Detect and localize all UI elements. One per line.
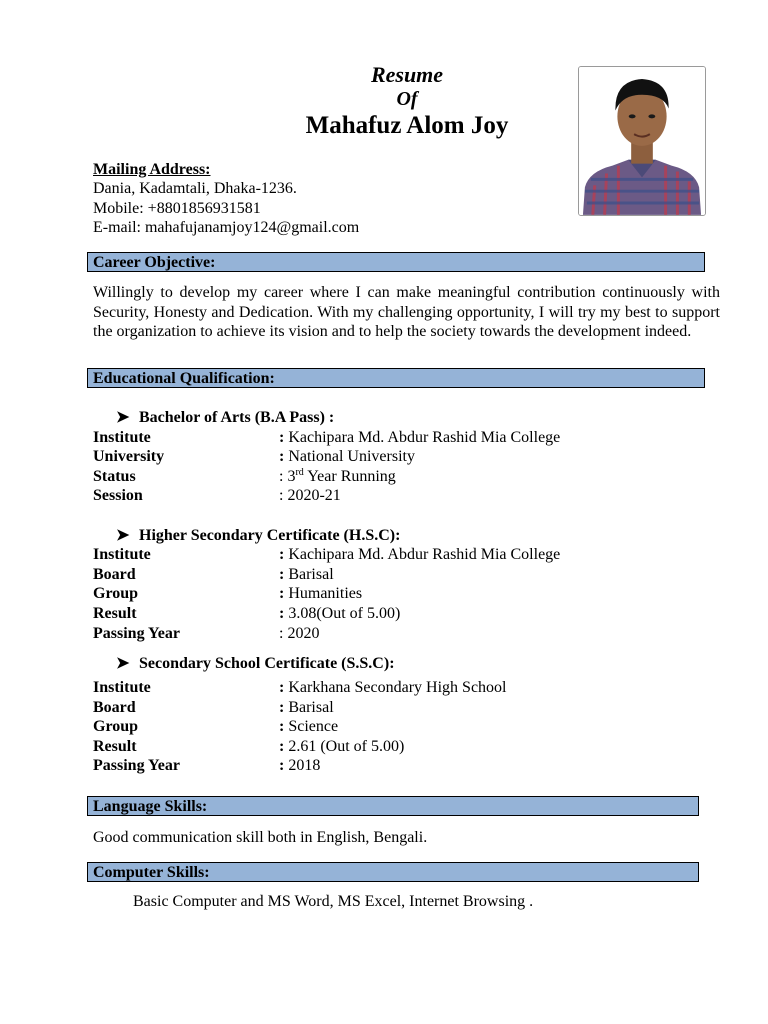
hsc-institute-value: : Kachipara Md. Abdur Rashid Mia College <box>279 546 561 563</box>
ssc-passing-year-value: : 2018 <box>279 757 321 774</box>
career-objective-bar <box>87 252 705 272</box>
hsc-institute-label: Institute <box>93 546 151 563</box>
profile-photo <box>578 66 706 216</box>
ba-session-label: Session <box>93 487 143 504</box>
hsc-board-label: Board <box>93 566 136 583</box>
hsc-heading <box>116 526 400 545</box>
language-skills-heading: Language Skills: <box>93 798 208 815</box>
language-skills-text: Good communication skill both in English, Bengali. <box>93 829 428 846</box>
ba-heading <box>116 408 334 427</box>
ssc-institute-value: : Karkhana Secondary High School <box>279 679 507 696</box>
arrow-bullet-icon: ➤ <box>116 527 130 544</box>
arrow-bullet-icon: ➤ <box>116 655 130 672</box>
ba-university-value: : National University <box>279 448 415 465</box>
education-bar <box>87 368 705 388</box>
hsc-group-value: : Humanities <box>279 585 363 602</box>
hsc-title: Higher Secondary Certificate (H.S.C): <box>139 527 401 544</box>
mobile-line: Mobile: +8801856931581 <box>93 200 261 217</box>
ssc-passing-year-label: Passing Year <box>93 757 180 774</box>
ba-institute-value: : Kachipara Md. Abdur Rashid Mia College <box>279 429 561 446</box>
ba-status-label: Status <box>93 468 136 485</box>
ssc-title: Secondary School Certificate (S.S.C): <box>139 655 395 672</box>
computer-skills-heading: Computer Skills: <box>93 864 210 881</box>
ssc-heading <box>116 654 395 673</box>
computer-skills-text: Basic Computer and MS Word, MS Excel, Internet Browsing . <box>133 893 534 910</box>
ssc-group-label: Group <box>93 718 139 735</box>
hsc-passing-year-value: : 2020 <box>279 625 320 642</box>
ba-status-value: : 3rd Year Running <box>279 467 396 485</box>
ssc-board-label: Board <box>93 699 136 716</box>
ssc-institute-label: Institute <box>93 679 151 696</box>
mailing-address-heading: Mailing Address: <box>93 161 211 178</box>
ssc-group-value: : Science <box>279 718 339 735</box>
language-skills-bar <box>87 796 699 816</box>
ba-university-label: University <box>93 448 165 465</box>
hsc-result-label: Result <box>93 605 137 622</box>
computer-skills-bar <box>87 862 699 882</box>
ba-title: Bachelor of Arts (B.A Pass) : <box>139 409 335 426</box>
ba-session-value: : 2020-21 <box>279 487 341 504</box>
hsc-result-value: : 3.08(Out of 5.00) <box>279 605 401 622</box>
hsc-group-label: Group <box>93 585 139 602</box>
career-objective-heading: Career Objective: <box>93 254 216 271</box>
candidate-name: Mahafuz Alom Joy <box>305 112 509 139</box>
career-objective-text: Willingly to develop my career where I can make meaningful contribution continuously with Security, Honesty and Dedication. With my challenging opportunity, I will try my best to support the organization to achieve its vision and to help the society towards the development indeed. <box>93 284 720 340</box>
ssc-result-label: Result <box>93 738 137 755</box>
ssc-board-value: : Barisal <box>279 699 334 716</box>
ssc-result-value: : 2.61 (Out of 5.00) <box>279 738 405 755</box>
ba-institute-label: Institute <box>93 429 151 446</box>
address-line: Dania, Kadamtali, Dhaka-1236. <box>93 180 297 197</box>
hsc-passing-year-label: Passing Year <box>93 625 180 642</box>
hsc-board-value: : Barisal <box>279 566 334 583</box>
resume-title: Resume <box>370 62 444 87</box>
arrow-bullet-icon: ➤ <box>116 409 130 426</box>
email-line: E-mail: mahafujanamjoy124@gmail.com <box>93 219 360 236</box>
resume-of: Of <box>396 88 418 110</box>
education-heading: Educational Qualification: <box>93 370 275 387</box>
